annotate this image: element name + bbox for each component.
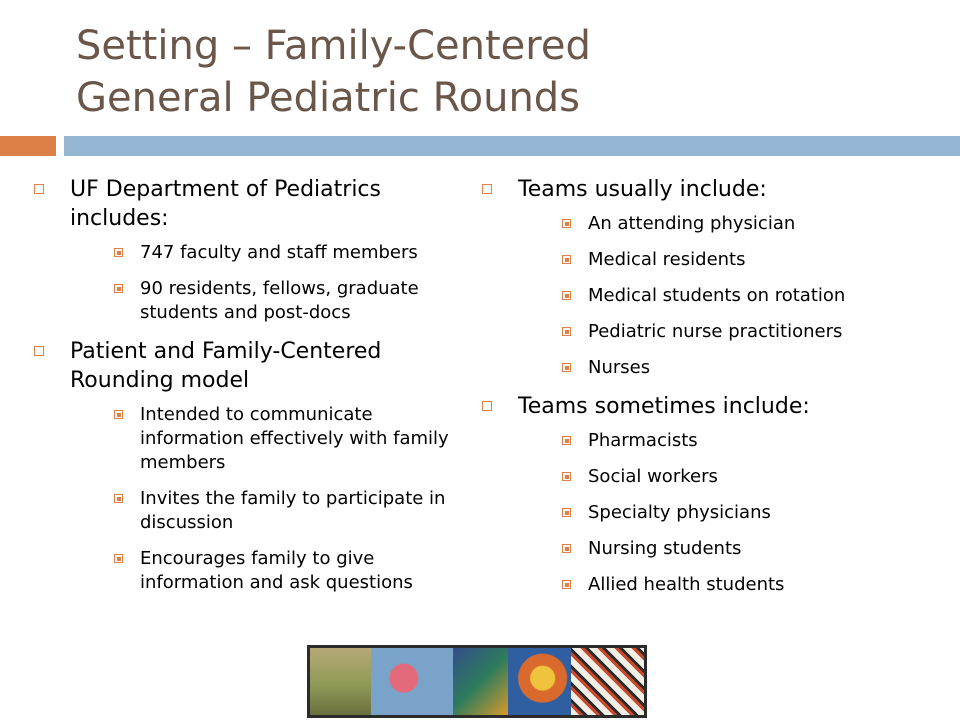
artwork-panel-sun (508, 648, 571, 715)
sub-bullet-text: Intended to communicate information effectively with family members (140, 404, 449, 473)
artwork-panel-flower (371, 648, 454, 715)
bullet-text: Teams usually include: (518, 177, 767, 202)
sub-bullet (70, 547, 472, 595)
filled-square-bullet-icon (114, 494, 123, 503)
bullet-teams-sometimes (480, 392, 950, 597)
square-bullet-icon (34, 184, 44, 194)
sub-bullet (70, 277, 472, 325)
artwork-panel-tree (310, 648, 371, 715)
bullet-uf-department (32, 175, 472, 325)
sub-bullet (518, 356, 950, 380)
sub-bullet-text: Medical students on rotation (588, 285, 846, 306)
sub-bullet (518, 320, 950, 344)
square-bullet-icon (34, 346, 44, 356)
sub-bullet (70, 487, 472, 535)
filled-square-bullet-icon (562, 580, 571, 589)
filled-square-bullet-icon (562, 472, 571, 481)
title-line-2: General Pediatric Rounds (76, 75, 581, 121)
filled-square-bullet-icon (562, 219, 571, 228)
sub-bullet (518, 248, 950, 272)
filled-square-bullet-icon (114, 410, 123, 419)
sub-bullet (518, 465, 950, 489)
sub-bullet-text: Specialty physicians (588, 502, 771, 523)
square-bullet-icon (482, 401, 492, 411)
sub-bullet-text: Social workers (588, 466, 718, 487)
childrens-artwork-banner-image (307, 645, 647, 718)
filled-square-bullet-icon (562, 544, 571, 553)
sub-bullet (518, 573, 950, 597)
square-bullet-icon (482, 184, 492, 194)
sub-bullet-text: An attending physician (588, 213, 796, 234)
bullet-text: Teams sometimes include: (518, 394, 810, 419)
sub-bullet (518, 429, 950, 453)
filled-square-bullet-icon (562, 363, 571, 372)
artwork-panel-stripes (571, 648, 644, 715)
sub-bullet (70, 241, 472, 265)
title-line-1: Setting – Family-Centered (76, 23, 591, 69)
sub-bullet (518, 537, 950, 561)
sub-bullet (70, 403, 472, 475)
filled-square-bullet-icon (562, 508, 571, 517)
bullet-teams-usually (480, 175, 950, 380)
sub-bullet-text: Pharmacists (588, 430, 698, 451)
filled-square-bullet-icon (114, 554, 123, 563)
sub-bullet-text: Encourages family to give information and ask questions (140, 548, 413, 593)
filled-square-bullet-icon (114, 284, 123, 293)
filled-square-bullet-icon (114, 248, 123, 257)
title-rule-bar (64, 136, 960, 156)
bullet-text: UF Department of Pediatrics includes: (70, 177, 381, 231)
sub-bullet-text: Medical residents (588, 249, 746, 270)
bullet-rounding-model (32, 337, 472, 595)
sub-bullet (518, 212, 950, 236)
filled-square-bullet-icon (562, 327, 571, 336)
title-rule-accent (0, 136, 56, 156)
filled-square-bullet-icon (562, 255, 571, 264)
sub-bullet (518, 501, 950, 525)
filled-square-bullet-icon (562, 291, 571, 300)
bullet-text: Patient and Family-Centered Rounding model (70, 339, 382, 393)
right-bullet-column (480, 175, 950, 609)
artwork-panel-abstract (453, 648, 508, 715)
sub-bullet (518, 284, 950, 308)
left-bullet-column (32, 175, 472, 607)
sub-bullet-text: Nurses (588, 357, 651, 378)
sub-bullet-text: 747 faculty and staff members (140, 242, 418, 263)
sub-bullet-text: Invites the family to participate in discussion (140, 488, 446, 533)
sub-bullet-text: Nursing students (588, 538, 742, 559)
slide-title (76, 20, 936, 124)
sub-bullet-text: Pediatric nurse practitioners (588, 321, 843, 342)
sub-bullet-text: 90 residents, fellows, graduate students and post-docs (140, 278, 419, 323)
sub-bullet-text: Allied health students (588, 574, 785, 595)
filled-square-bullet-icon (562, 436, 571, 445)
